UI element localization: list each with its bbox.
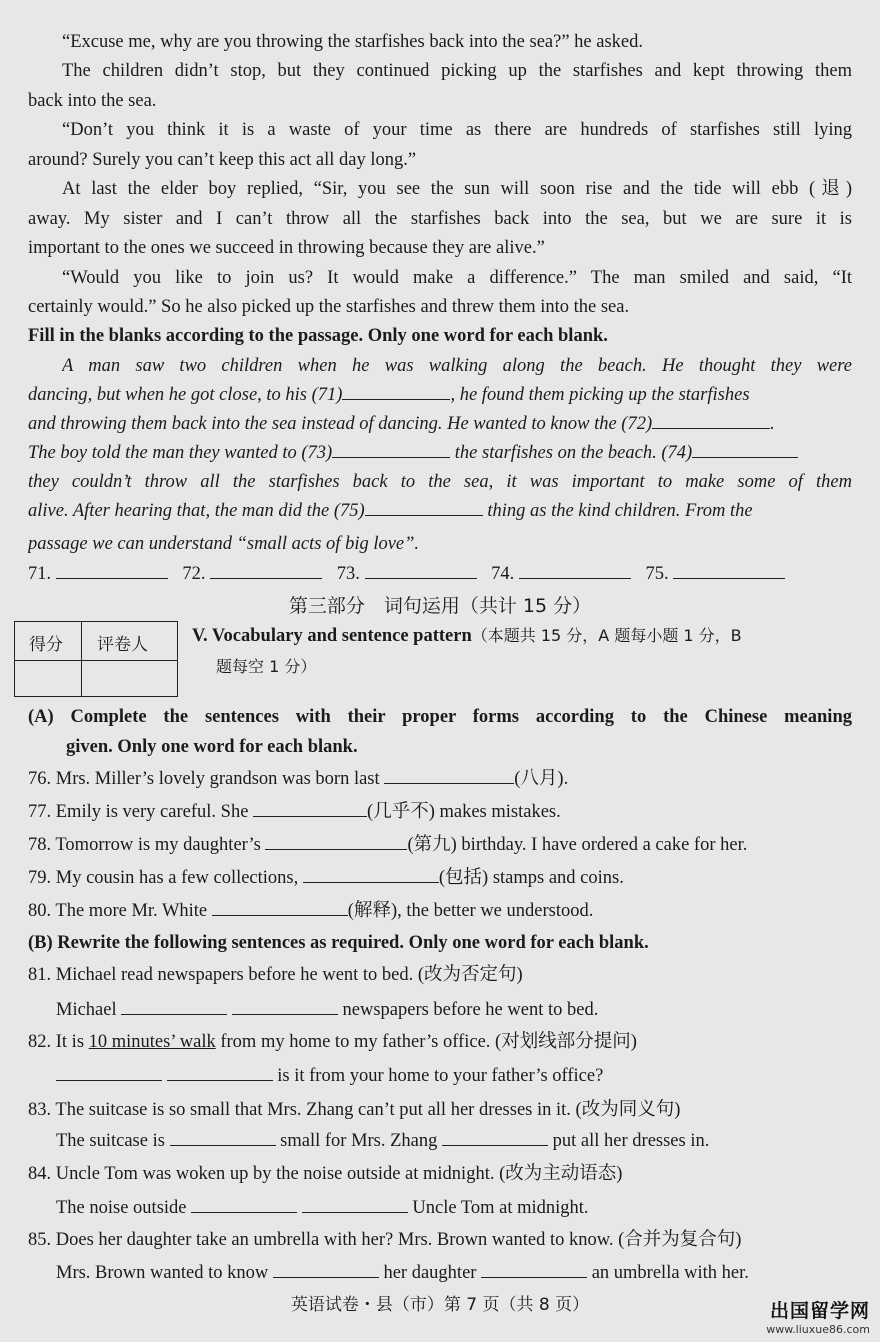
question-84: 84. Uncle Tom was woken up by the noise outside at midnight. (改为主动语态) [28, 1164, 623, 1184]
blank-72[interactable] [652, 410, 770, 429]
answer-75[interactable] [673, 560, 785, 579]
blank-78[interactable] [265, 831, 407, 850]
answer-81: Michael newspapers before he went to bed. [56, 996, 852, 1024]
answer-71[interactable] [56, 560, 168, 579]
answer-85: Mrs. Brown wanted to know her daughter an umbrella with her. [56, 1259, 852, 1287]
question-81: 81. Michael read newspapers before he went to bed. (改为否定句) [28, 965, 523, 985]
partA-instruction: (A) Complete the sentences with their proper forms according to the Chinese meaning [28, 707, 852, 727]
passage-line: important to the ones we succeed in throwing because they are alive.” [28, 238, 545, 258]
section-note: 题每空 1 分） [216, 657, 317, 676]
answer-74[interactable] [519, 560, 631, 579]
blank-82a[interactable] [56, 1062, 162, 1081]
question-80: 80. The more Mr. White (解释), the better we understood. [28, 897, 852, 925]
blank-73[interactable] [332, 439, 450, 458]
passage-line: away. My sister and I can’t throw all the starfishes back into the sea, but we are sure it is [28, 209, 852, 229]
question-85: 85. Does her daughter take an umbrella with her? Mrs. Brown wanted to know. (合并为复合句) [28, 1230, 742, 1250]
question-78: 78. Tomorrow is my daughter’s (第九) birthday. I have ordered a cake for her. [28, 831, 852, 859]
blank-71[interactable] [342, 381, 450, 400]
blank-76[interactable] [384, 765, 514, 784]
summary-line: A man saw two children when he was walking along the beach. He thought they were [62, 356, 852, 376]
passage-line: At last the elder boy replied, “Sir, you see the sun will soon rise and the tide will ebb (退) [62, 179, 852, 199]
summary-line: and throwing them back into the sea instead of dancing. He wanted to know the (72) . [28, 410, 852, 438]
blank-77[interactable] [253, 798, 367, 817]
passage-line: back into the sea. [28, 91, 157, 111]
part3-heading: 第三部分 词句运用（共计 15 分） [288, 595, 592, 617]
answer-72[interactable] [210, 560, 322, 579]
passage-line: around? Surely you can’t keep this act all day long.” [28, 150, 417, 170]
partA-instruction: given. Only one word for each blank. [66, 737, 358, 757]
question-83: 83. The suitcase is so small that Mrs. Zhang can’t put all her dresses in it. (改为同义句) [28, 1100, 681, 1120]
blank-81a[interactable] [121, 996, 227, 1015]
score-box [14, 621, 178, 697]
blank-85a[interactable] [273, 1259, 379, 1278]
answer-84: The noise outside Uncle Tom at midnight. [56, 1194, 852, 1222]
passage-line: “Excuse me, why are you throwing the starfishes back into the sea?” he asked. [62, 32, 644, 52]
question-77: 77. Emily is very careful. She (几乎不) makes mistakes. [28, 798, 852, 826]
passage-line: “Would you like to join us? It would make a difference.” The man smiled and said, “It [62, 268, 852, 288]
blank-83a[interactable] [170, 1127, 276, 1146]
answer-row: 71. 72. 73. 74. 75. [28, 560, 852, 588]
summary-line: alive. After hearing that, the man did the (75) thing as the kind children. From the [28, 497, 852, 525]
score-label: 得分 [29, 635, 63, 655]
blank-85b[interactable] [481, 1259, 587, 1278]
answer-83: The suitcase is small for Mrs. Zhang put all her dresses in. [56, 1127, 852, 1155]
blank-75[interactable] [365, 497, 483, 516]
partB-instruction: (B) Rewrite the following sentences as required. Only one word for each blank. [28, 933, 649, 953]
passage-line: “Don’t you think it is a waste of your time as there are hundreds of starfishes still lying [62, 120, 852, 140]
question-79: 79. My cousin has a few collections, (包括) stamps and coins. [28, 864, 852, 892]
fill-instruction: Fill in the blanks according to the passage. Only one word for each blank. [28, 326, 608, 346]
blank-74[interactable] [692, 439, 798, 458]
question-82: 82. It is 10 minutes’ walk from my home to my father’s office. (对划线部分提问) [28, 1032, 637, 1052]
summary-line: passage we can understand “small acts of big love”. [28, 534, 420, 554]
question-76: 76. Mrs. Miller’s lovely grandson was born last (八月). [28, 765, 852, 793]
blank-83b[interactable] [442, 1127, 548, 1146]
summary-line: they couldn’t throw all the starfishes back to the sea, it was important to make some of them [28, 472, 852, 492]
blank-79[interactable] [303, 864, 439, 883]
grader-label: 评卷人 [97, 635, 148, 655]
blank-84b[interactable] [302, 1194, 408, 1213]
blank-80[interactable] [212, 897, 348, 916]
answer-82: is it from your home to your father’s office? [56, 1062, 852, 1090]
summary-line: dancing, but when he got close, to his (71) , he found them picking up the starfishes [28, 381, 852, 409]
page-footer: 英语试卷・县（市）第 7 页（共 8 页） [290, 1295, 590, 1315]
watermark-logo: 出国留学网 www.liuxue86.com [766, 1300, 870, 1336]
answer-73[interactable] [365, 560, 477, 579]
section-title: V. Vocabulary and sentence pattern（本题共 15 分，A 题每小题 1 分，B [192, 626, 742, 646]
passage-line: The children didn’t stop, but they continued picking up the starfishes and kept throwing them [62, 61, 852, 81]
passage-line: certainly would.” So he also picked up the starfishes and threw them into the sea. [28, 297, 630, 317]
summary-line: The boy told the man they wanted to (73) the starfishes on the beach. (74) [28, 439, 852, 467]
blank-81b[interactable] [232, 996, 338, 1015]
blank-84a[interactable] [191, 1194, 297, 1213]
blank-82b[interactable] [167, 1062, 273, 1081]
